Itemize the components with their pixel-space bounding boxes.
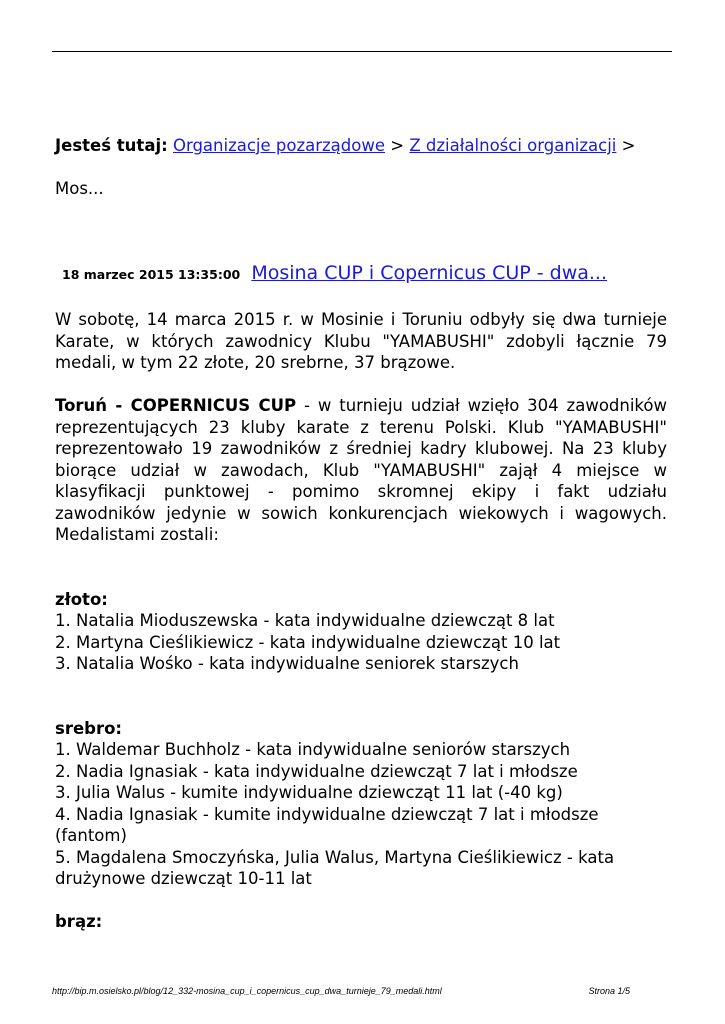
silver-item: 5. Magdalena Smoczyńska, Julia Walus, Martyna Cieślikiewicz - kata drużynowe dziewcząt 10-11 lat [55, 847, 615, 888]
silver-item: 2. Nadia Ignasiak - kata indywidualne dziewcząt 7 lat i młodsze [55, 761, 578, 781]
breadcrumb-link-organizations[interactable]: Organizacje pozarządowe [172, 136, 386, 155]
article-title-link[interactable]: Mosina CUP i Copernicus CUP - dwa... [251, 262, 608, 284]
page-number: Strona 1/5 [588, 986, 630, 996]
silver-item: 3. Julia Walus - kumite indywidualne dziewcząt 11 lat (-40 kg) [55, 783, 563, 802]
top-divider [52, 51, 672, 52]
silver-item: 1. Waldemar Buchholz - kata indywidualne seniorów starszych [55, 740, 571, 759]
article-date: 18 marzec 2015 13:35:00 [62, 267, 241, 282]
torun-text: - w turnieju udział wzięło 304 zawodników reprezentujących 23 kluby karate z terenu Polski. Klub "YAMABUSHI" reprezentowało 19 zawodników z średniej kadry klubowej. Na 23 kluby biorące udział w zawodach, Klub "YAMABUSHI" zajął 4 miejsce w klasyfikacji punktowej - pomimo skromnej ekipy i fakt udziału zawodników jedynie w sowich konkurencjach wiekowych i wagowych. Medalistami zostali: [55, 396, 667, 544]
torun-paragraph [55, 395, 667, 546]
page-footer [52, 986, 630, 996]
breadcrumb-separator: > [390, 136, 405, 155]
bronze-heading: brąz: [55, 912, 103, 931]
gold-item: 2. Martyna Cieślikiewicz - kata indywidualne dziewcząt 10 lat [55, 632, 561, 652]
breadcrumb-current: Mos... [55, 179, 104, 198]
gold-heading: złoto: [55, 589, 108, 609]
gold-item: 3. Natalia Wośko - kata indywidualne seniorek starszych [55, 654, 519, 673]
breadcrumb-label: Jesteś tutaj: [55, 136, 168, 155]
torun-heading: Toruń - COPERNICUS CUP [55, 396, 297, 415]
article-body [55, 309, 667, 933]
intro-paragraph: W sobotę, 14 marca 2015 r. w Mosinie i Toruniu odbyły się dwa turnieje Karate, w których zawodnicy Klubu "YAMABUSHI" zdobyli łącznie 79 medali, w tym 22 złote, 20 srebrne, 37 brązowe. [55, 310, 667, 372]
breadcrumb [55, 136, 635, 156]
breadcrumb-link-activities[interactable]: Z działalności organizacji [409, 136, 617, 155]
silver-item: 4. Nadia Ignasiak - kumite indywidualne dziewcząt 7 lat i młodsze (fantom) [55, 804, 599, 845]
article-header [62, 262, 607, 284]
breadcrumb-separator: > [621, 136, 636, 155]
gold-item: 1. Natalia Mioduszewska - kata indywidualne dziewcząt 8 lat [55, 611, 555, 630]
silver-heading: srebro: [55, 718, 123, 738]
footer-url: http://bip.m.osielsko.pl/blog/12_332-mosina_cup_i_copernicus_cup_dwa_turnieje_79_medali.html [52, 986, 442, 996]
